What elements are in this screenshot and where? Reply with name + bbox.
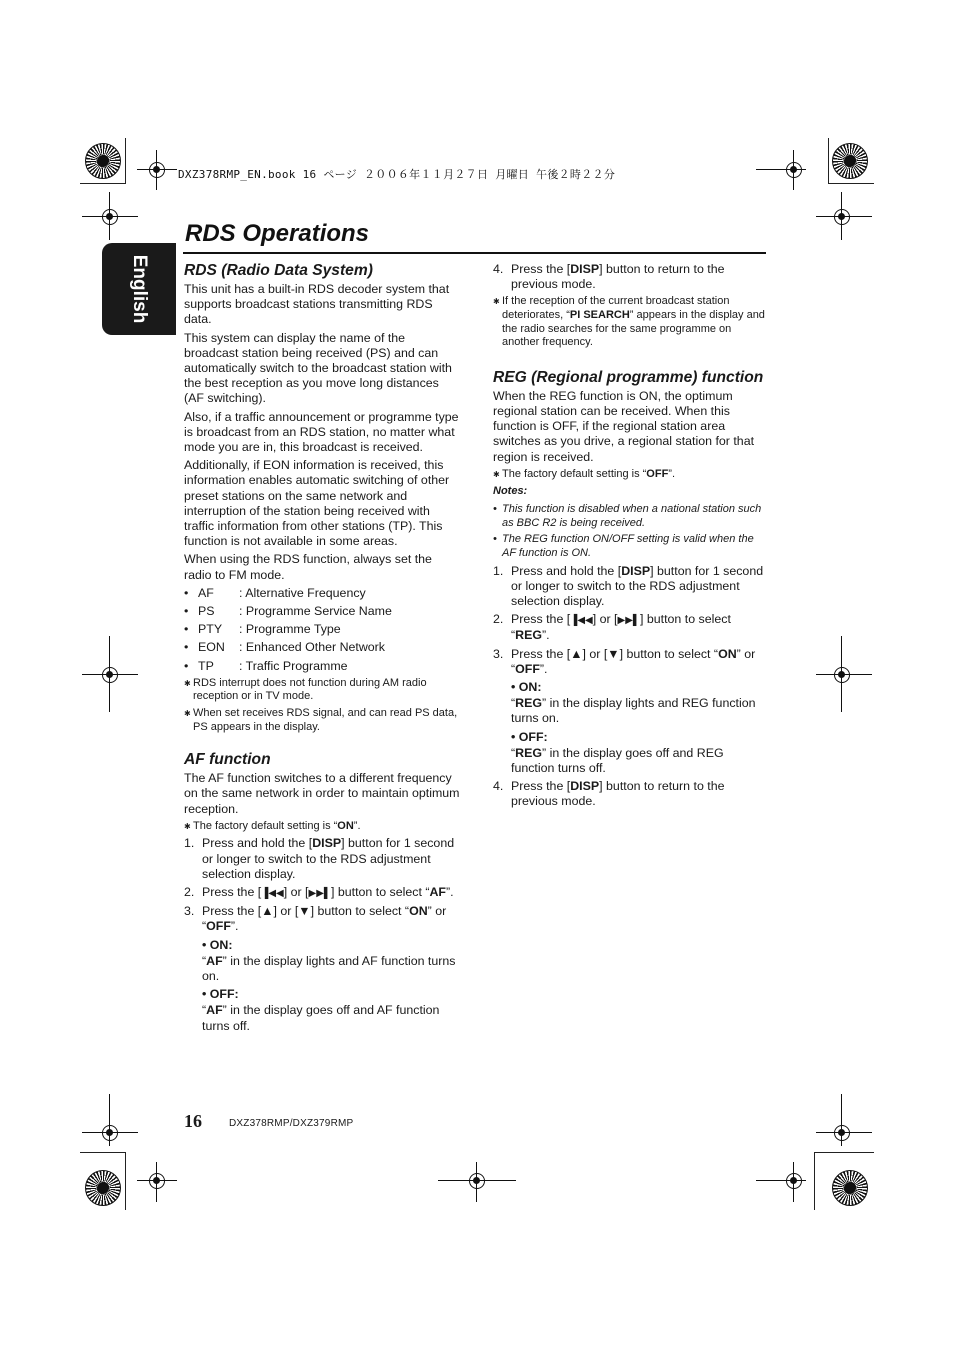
- registration-wheel-icon: [832, 143, 868, 179]
- reg-step-2: 2. Press the [▐◀◀] or [▶▶▌] button to select “REG”.: [493, 612, 731, 643]
- crop-mark: [80, 183, 126, 184]
- reg-step-4: 4. Press the [DISP] button to return to the previous mode.: [493, 779, 725, 809]
- list-item: • TP : Traffic Programme: [184, 658, 348, 673]
- crosshair-line: [137, 169, 177, 170]
- crosshair-line: [816, 216, 872, 217]
- reg-step-1: 1. Press and hold the [DISP] button for 1 second or longer to switch to the RDS adjustment selection display.: [493, 563, 764, 608]
- reg-note: • The REG function ON/OFF setting is valid when the AF function is ON.: [493, 532, 754, 559]
- crosshair-line: [109, 636, 110, 712]
- crosshair-line: [82, 1132, 138, 1133]
- crosshair-icon: [831, 206, 853, 228]
- crosshair-icon: [783, 159, 805, 181]
- list-item: • AF : Alternative Frequency: [184, 585, 366, 600]
- crosshair-line: [841, 192, 842, 240]
- page-number: 16: [184, 1111, 202, 1131]
- crosshair-line: [156, 1162, 157, 1202]
- crosshair-icon: [783, 1170, 805, 1192]
- reg-intro: When the REG function is ON, the optimum regional station can be received. When this function is OFF, if the regional station area switches as you drive, a regional station for that region is received.: [493, 388, 755, 464]
- af-off-text: “AF” in the display goes off and AF function turns off.: [202, 1003, 440, 1033]
- registration-wheel-icon: [832, 1170, 868, 1206]
- crosshair-icon: [99, 664, 121, 686]
- rds-paragraph: When using the RDS function, always set the radio to FM mode.: [184, 552, 432, 582]
- crosshair-line: [841, 636, 842, 712]
- page-title: RDS Operations: [185, 220, 370, 247]
- right-column: [493, 262, 767, 813]
- notes-heading: Notes:: [493, 485, 528, 498]
- af-intro: The AF function switches to a different frequency on the same network in order to maintain optimum reception.: [184, 771, 460, 816]
- list-item: • PTY : Programme Type: [184, 622, 341, 637]
- crosshair-line: [816, 1132, 872, 1133]
- up-arrow-icon: ▲: [570, 646, 583, 661]
- prev-track-icon: ▐◀◀: [261, 888, 284, 900]
- af-on-text: “AF” in the display lights and AF function turns on.: [202, 953, 456, 984]
- rds-terms-list: [184, 586, 460, 674]
- pi-search-note: ✱ If the reception of the current broadcast station deteriorates, “PI SEARCH” appears in the display and the radio searches for the same programme on another frequency.: [493, 295, 765, 349]
- reg-default-note: ✱ The factory default setting is “OFF”.: [493, 467, 676, 480]
- af-off-heading: • OFF:: [202, 987, 239, 1002]
- crosshair-line: [438, 1180, 516, 1181]
- crop-mark: [814, 1152, 874, 1153]
- left-column: [184, 261, 460, 1037]
- af-on-heading: • ON:: [202, 937, 233, 952]
- next-track-icon: ▶▶▌: [617, 615, 640, 627]
- af-step-4: 4. Press the [DISP] button to return to the previous mode.: [493, 262, 725, 292]
- crosshair-line: [137, 1180, 177, 1181]
- af-step-1: 1. Press and hold the [DISP] button for 1 second or longer to switch to the RDS adjustment selection display.: [184, 836, 455, 881]
- model-number: DXZ378RMP/DXZ379RMP: [229, 1118, 354, 1129]
- crop-mark: [125, 1152, 126, 1210]
- crop-mark: [80, 1152, 126, 1153]
- list-item: • PS : Programme Service Name: [184, 604, 392, 619]
- rds-note: ✱ RDS interrupt does not function during AM radio reception or in TV mode.: [184, 676, 427, 703]
- reg-on-heading: • ON:: [511, 680, 542, 695]
- crosshair-icon: [99, 206, 121, 228]
- crosshair-line: [109, 192, 110, 240]
- reg-heading: REG (Regional programme) function: [493, 368, 764, 386]
- crosshair-icon: [831, 664, 853, 686]
- af-heading: AF function: [184, 751, 271, 769]
- registration-wheel-icon: [85, 1170, 121, 1206]
- reg-off-text: “REG” in the display goes off and REG function turns off.: [511, 745, 724, 776]
- crosshair-icon: [831, 1122, 853, 1144]
- crop-mark: [814, 1152, 815, 1210]
- crosshair-line: [816, 674, 872, 675]
- title-divider: [183, 252, 766, 254]
- down-arrow-icon: ▼: [607, 646, 620, 661]
- rds-paragraph: Also, if a traffic announcement or programme type is broadcast from an RDS station, no matter what mode you are in, this broadcast is received.: [184, 409, 459, 455]
- af-step-2: 2. Press the [▐◀◀] or [▶▶▌] button to select “AF”.: [184, 885, 454, 900]
- language-tab-label: English: [129, 254, 150, 324]
- crosshair-icon: [146, 159, 168, 181]
- crop-mark: [828, 183, 874, 184]
- rds-paragraph: This system can display the name of the broadcast station being received (PS) and can automatically switch to the broadcast station with the best reception as you move long distances (AF switching).: [184, 330, 452, 406]
- up-arrow-icon: ▲: [261, 904, 274, 919]
- crosshair-line: [476, 1162, 477, 1202]
- crosshair-line: [793, 1162, 794, 1202]
- crosshair-icon: [99, 1122, 121, 1144]
- crosshair-line: [109, 1094, 110, 1146]
- reg-step-3: 3. Press the [▲] or [▼] button to select “ON” or “OFF”.: [493, 646, 756, 676]
- language-tab: [102, 243, 176, 335]
- file-header: DXZ378RMP_EN.book 16 ページ ２００６年１１月２７日 月曜日 午後２時２２分: [178, 168, 616, 181]
- next-track-icon: ▶▶▌: [308, 888, 331, 900]
- crosshair-line: [82, 216, 138, 217]
- crop-mark: [828, 138, 829, 184]
- crosshair-line: [841, 1094, 842, 1146]
- crop-mark: [125, 138, 126, 184]
- af-default-note: ✱ The factory default setting is “ON”.: [184, 819, 361, 832]
- down-arrow-icon: ▼: [298, 904, 311, 919]
- crosshair-line: [793, 150, 794, 190]
- crosshair-line: [82, 674, 138, 675]
- rds-note: ✱ When set receives RDS signal, and can read PS data, PS appears in the display.: [184, 707, 458, 733]
- registration-wheel-icon: [85, 143, 121, 179]
- crosshair-line: [756, 169, 806, 170]
- reg-note: • This function is disabled when a national station such as BBC R2 is being received.: [493, 502, 762, 529]
- prev-track-icon: ▐◀◀: [570, 615, 593, 627]
- crosshair-icon: [146, 1170, 168, 1192]
- crosshair-line: [156, 150, 157, 190]
- reg-off-heading: • OFF:: [511, 729, 548, 744]
- reg-on-text: “REG” in the display lights and REG function turns on.: [511, 696, 756, 726]
- af-step-3: 3. Press the [▲] or [▼] button to select “ON” or “OFF”.: [184, 904, 447, 934]
- crosshair-icon: [466, 1170, 488, 1192]
- rds-paragraph: This unit has a built-in RDS decoder system that supports broadcast stations transmitting RDS data.: [184, 282, 450, 327]
- rds-paragraph: Additionally, if EON information is received, this information enables automatic switching of other preset stations on the same network and interruption of the station being received with traffic information from other stations (TP). This function is not available in some areas.: [184, 458, 450, 549]
- list-item: • EON : Enhanced Other Network: [184, 640, 386, 655]
- crosshair-line: [756, 1180, 806, 1181]
- rds-heading: RDS (Radio Data System): [184, 262, 373, 279]
